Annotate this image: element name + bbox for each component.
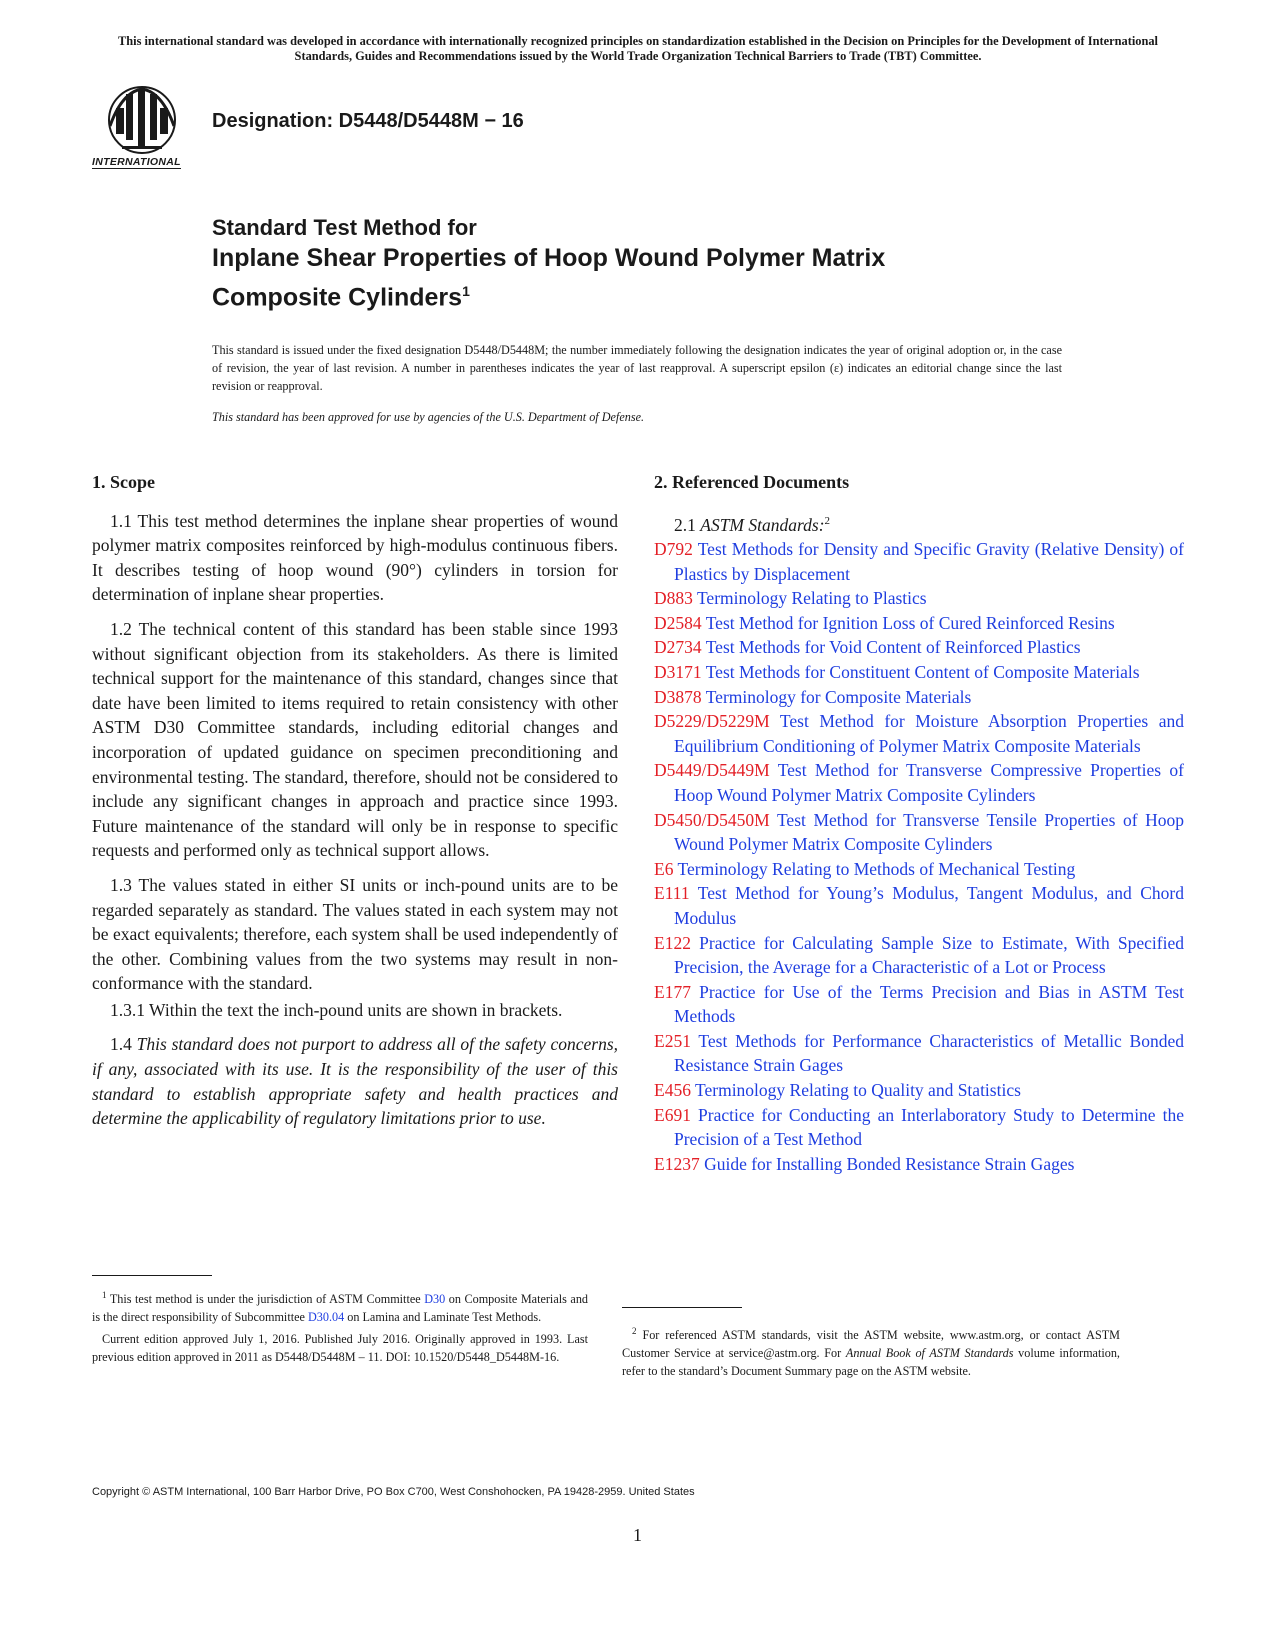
standard-code-link[interactable]: D2734 — [654, 637, 702, 658]
referenced-standard-item[interactable] — [654, 685, 1184, 710]
standard-title-link[interactable]: Test Methods for Void Content of Reinforced Plastics — [705, 637, 1081, 658]
footnote-2-text-b: volume information, refer to the standard’s Document Summary page on the ASTM website. — [622, 1346, 1120, 1379]
referenced-standard-item[interactable] — [654, 709, 1184, 758]
subheading-number: 2.1 — [674, 514, 701, 535]
title-line-1: Standard Test Method for — [212, 215, 477, 240]
subcommittee-d30-04-link[interactable]: D30.04 — [307, 1310, 345, 1325]
standard-title-link[interactable]: Terminology Relating to Quality and Statistics — [695, 1080, 1021, 1101]
referenced-standard-item[interactable] — [654, 1103, 1184, 1152]
title-line-3 — [212, 275, 885, 314]
referenced-standard-item[interactable] — [654, 980, 1184, 1029]
standard-code-link[interactable]: D2584 — [654, 612, 702, 633]
footnote-divider-left — [92, 1275, 212, 1276]
astm-logo — [92, 86, 192, 176]
referenced-standard-item[interactable] — [654, 1029, 1184, 1078]
footnote-2 — [622, 1322, 1120, 1384]
standard-title-link[interactable]: Test Method for Young’s Modulus, Tangent Modulus, and Chord Modulus — [674, 883, 1184, 928]
standard-title-link[interactable]: Practice for Calculating Sample Size to Estimate, With Specified Precision, the Average for a Characteristic of a Lot or Process — [674, 932, 1185, 978]
standard-code-link[interactable]: E177 — [654, 981, 691, 1002]
issue-note: This standard is issued under the fixed designation D5448/D5448M; the number immediately following the designation indicates the year of original adoption or, in the case of revision, the year of last revision. A number in parentheses indicates the year of last reapproval. A superscript epsilon (ε) indicates an editorial change since the last revision or reapproval. — [212, 343, 1062, 393]
standard-code-link[interactable]: E691 — [654, 1104, 691, 1125]
standard-code-link[interactable]: D883 — [654, 588, 693, 609]
referenced-documents-section — [654, 470, 1184, 1176]
footnote-2-text-a: For referenced ASTM standards, visit the ASTM website, www.astm.org, or contact ASTM Customer Service at service@astm.org. For — [622, 1328, 1120, 1361]
standard-title-link[interactable]: Terminology Relating to Methods of Mechanical Testing — [677, 858, 1076, 879]
footnote-1-mark: 1 — [102, 1290, 107, 1300]
standard-title-link[interactable]: Test Method for Transverse Compressive Properties of Hoop Wound Polymer Matrix Composite Cylinders — [674, 760, 1184, 805]
standard-code-link[interactable]: D3171 — [654, 661, 702, 682]
standard-title-link[interactable]: Test Method for Moisture Absorption Properties and Equilibrium Conditioning of Polymer Matrix Composite Materials — [674, 711, 1185, 756]
referenced-documents-heading: 2. Referenced Documents — [654, 472, 850, 492]
referenced-standard-item[interactable] — [654, 635, 1184, 660]
standard-title-link[interactable]: Guide for Installing Bonded Resistance Strain Gages — [704, 1153, 1075, 1174]
annual-book-title: Annual Book of ASTM Standards — [845, 1346, 1014, 1361]
standard-code-link[interactable]: E251 — [654, 1030, 691, 1051]
footnote-divider-right — [622, 1307, 742, 1308]
referenced-standard-item[interactable] — [654, 586, 1184, 611]
document-title — [212, 214, 885, 314]
footnote-2-paragraph — [622, 1322, 1120, 1380]
standard-code-link[interactable]: D792 — [654, 539, 693, 560]
standard-title-link[interactable]: Practice for Conducting an Interlaboratory Study to Determine the Precision of a Test Method — [674, 1104, 1184, 1150]
referenced-standard-item[interactable] — [654, 931, 1184, 980]
standard-title-link[interactable]: Test Methods for Density and Specific Gravity (Relative Density) of Plastics by Displacement — [674, 539, 1185, 584]
standard-code-link[interactable]: E1237 — [654, 1153, 700, 1174]
standard-code-link[interactable]: E456 — [654, 1080, 691, 1101]
subheading-footnote-mark: 2 — [824, 514, 831, 527]
title-footnote-mark: 1 — [462, 283, 470, 299]
standard-code-link[interactable]: E111 — [654, 883, 690, 904]
copyright-line: Copyright © ASTM International, 100 Barr Harbor Drive, PO Box C700, West Conshohocken, PA 19428-2959. United States — [92, 1486, 695, 1498]
committee-d30-link[interactable]: D30 — [424, 1292, 446, 1307]
logo-caption: INTERNATIONAL — [92, 156, 181, 168]
footnote-2-mark: 2 — [632, 1326, 637, 1336]
referenced-standard-item[interactable] — [654, 537, 1184, 586]
scope-paragraph-1-1: 1.1 This test method determines the inplane shear properties of wound polymer matrix composites reinforced by high-modulus continuous fibers. It describes testing of hoop wound (90°) cylinders in torsion for determination of inplane shear properties. — [92, 510, 618, 605]
standard-title-link[interactable]: Test Method for Ignition Loss of Cured Reinforced Resins — [705, 612, 1115, 633]
title-line-2: Inplane Shear Properties of Hoop Wound Polymer Matrix — [212, 244, 886, 272]
referenced-standard-item[interactable] — [654, 1078, 1184, 1103]
page-number: 1 — [633, 1525, 642, 1545]
designation: Designation: D5448/D5448M − 16 — [212, 110, 524, 132]
referenced-standard-item[interactable] — [654, 881, 1184, 930]
standard-code-link[interactable]: D5229/D5229M — [654, 711, 770, 732]
footnote-1 — [92, 1286, 588, 1370]
standard-code-link[interactable]: D3878 — [654, 686, 702, 707]
scope-paragraph-1-3: 1.3 The values stated in either SI units or inch-pound units are to be regarded separately as standard. The values stated in each system may not be exact equivalents; therefore, each system shall be used independently of the other. Combining values from the two systems may result in non-conformance with the standard. — [92, 874, 618, 994]
footnote-1-paragraph-2: Current edition approved July 1, 2016. Published July 2016. Originally approved in 1993. Last previous edition approved in 2011 as D5448/D5448M – 11. DOI: 10.1520/D5448_D5448M-16. — [92, 1332, 588, 1365]
safety-caveat: This standard does not purport to address all of the safety concerns, if any, associated with its use. It is the responsibility of the user of this standard to establish appropriate safety and health practices and determine the applicability of regulatory limitations prior to use. — [92, 1034, 619, 1129]
standard-code-link[interactable]: D5450/D5450M — [654, 809, 770, 830]
scope-section — [92, 470, 618, 1141]
footnote-1-text-b: on Composite Materials and is the direct responsibility of Subcommittee — [92, 1292, 589, 1325]
standard-title-link[interactable]: Terminology for Composite Materials — [705, 686, 972, 707]
international-standard-notice: This international standard was developed in accordance with internationally recognized principles on standardization established in the Decision on Principles for the Development of International Standards, Guides and Recommendations issued by the World Trade Organization Technical Barriers to Trade (TBT) Committee. — [117, 34, 1159, 63]
scope-heading: 1. Scope — [92, 472, 155, 492]
referenced-standard-item[interactable] — [654, 660, 1184, 685]
subheading-label: ASTM Standards: — [700, 514, 825, 535]
standard-code-link[interactable]: D5449/D5449M — [654, 760, 770, 781]
standard-title-link[interactable]: Terminology Relating to Plastics — [696, 588, 927, 609]
standard-code-link[interactable]: E6 — [654, 858, 674, 879]
standard-title-link[interactable]: Practice for Use of the Terms Precision and Bias in ASTM Test Methods — [674, 981, 1185, 1027]
referenced-standard-item[interactable] — [654, 1152, 1184, 1177]
dod-approval-note: This standard has been approved for use by agencies of the U.S. Department of Defense. — [212, 410, 645, 424]
title-line-3-text: Composite Cylinders — [212, 283, 463, 312]
standard-title-link[interactable]: Test Methods for Constituent Content of Composite Materials — [705, 661, 1140, 682]
scope-1-4-number: 1.4 — [110, 1034, 137, 1055]
footnote-1-text-a: This test method is under the jurisdiction of ASTM Committee — [109, 1292, 425, 1307]
scope-paragraph-1-3-1: 1.3.1 Within the text the inch-pound units are shown in brackets. — [110, 999, 563, 1020]
referenced-standards-list — [654, 537, 1184, 1176]
standard-title-link[interactable]: Test Method for Transverse Tensile Properties of Hoop Wound Polymer Matrix Composite Cylinders — [674, 809, 1184, 855]
standard-code-link[interactable]: E122 — [654, 932, 691, 953]
referenced-standard-item[interactable] — [654, 808, 1184, 857]
referenced-standard-item[interactable] — [654, 611, 1184, 636]
standard-title-link[interactable]: Test Methods for Performance Characteristics of Metallic Bonded Resistance Strain Gages — [674, 1030, 1184, 1076]
referenced-standard-item[interactable] — [654, 857, 1184, 882]
referenced-standard-item[interactable] — [654, 758, 1184, 807]
footnote-1-paragraph-1 — [92, 1286, 588, 1326]
scope-paragraph-1-4 — [92, 1032, 618, 1130]
astm-standards-subheading — [674, 509, 1184, 537]
footnote-1-text-c: on Lamina and Laminate Test Methods. — [344, 1310, 542, 1325]
scope-paragraph-1-2: 1.2 The technical content of this standard has been stable since 1993 without significant objection from its stakeholders. As there is limited technical support for the maintenance of this standard, changes since that date have been limited to items required to retain consistency with other ASTM D30 Committee standards, including editorial changes and incorporation of updated guidance on specimen preconditioning and environmental testing. The standard, therefore, should not be considered to include any significant changes in approach and practice since 1993. Future maintenance of the standard will only be in response to specific requests and performed only as technical support allows. — [92, 618, 618, 861]
